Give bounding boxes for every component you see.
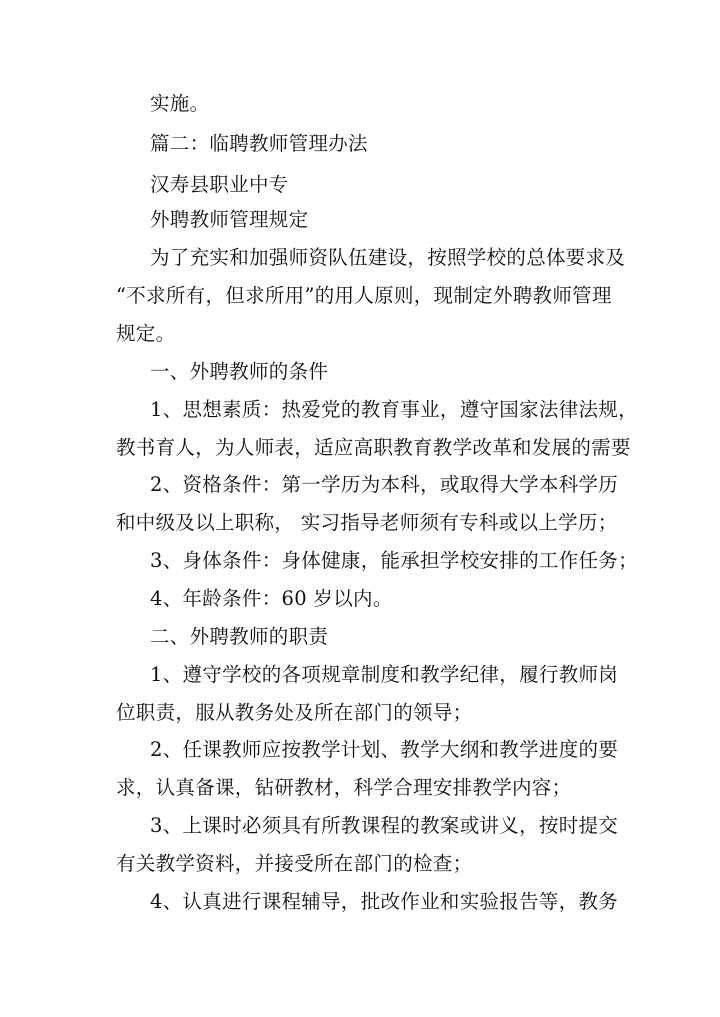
- document-title: 外聘教师管理规定: [150, 208, 309, 231]
- text-line: 为了充实和加强师资队伍建设，按照学校的总体要求及: [150, 246, 626, 269]
- text-line: 3、身体条件：身体健康，能承担学校安排的工作任务；: [150, 549, 638, 572]
- section-heading: 二、外聘教师的职责: [150, 625, 329, 648]
- text-line: 2、资格条件：第一学历为本科，或取得大学本科学历: [150, 473, 619, 496]
- school-name: 汉寿县职业中专: [150, 173, 289, 196]
- text-line: 2、任课教师应按教学计划、教学大纲和教学进度的要: [150, 738, 619, 761]
- text-line: 1、思想素质：热爱党的教育事业，遵守国家法律法规，: [150, 398, 638, 421]
- text-line: 求，认真备课，钻研教材，科学合理安排教学内容；: [116, 776, 572, 799]
- text-line: 1、遵守学校的各项规章制度和教学纪律，履行教师岗: [150, 663, 619, 686]
- text-line: 规定。: [116, 322, 176, 345]
- section-heading: 篇二：临聘教师管理办法: [150, 132, 368, 155]
- text-line: “不求所有，但求所用”的用人原则，现制定外聘教师管理: [116, 284, 612, 307]
- text-line: 3、上课时必须具有所教课程的教案或讲义，按时提交: [150, 814, 619, 837]
- text-line: 教书育人，为人师表，适应高职教育教学改革和发展的需要: [116, 436, 631, 459]
- text-line: 实施。: [150, 92, 210, 115]
- text-line: 有关教学资料，并接受所在部门的检查；: [116, 852, 473, 875]
- text-line: 和中级及以上职称， 实习指导老师须有专科或以上学历；: [116, 511, 618, 534]
- section-heading: 一、外聘教师的条件: [150, 360, 329, 383]
- text-line: 4、年龄条件：60 岁以内。: [150, 587, 393, 610]
- text-line: 4、认真进行课程辅导，批改作业和实验报告等，教务: [150, 890, 619, 913]
- text-line: 位职责，服从教务处及所在部门的领导；: [116, 701, 473, 724]
